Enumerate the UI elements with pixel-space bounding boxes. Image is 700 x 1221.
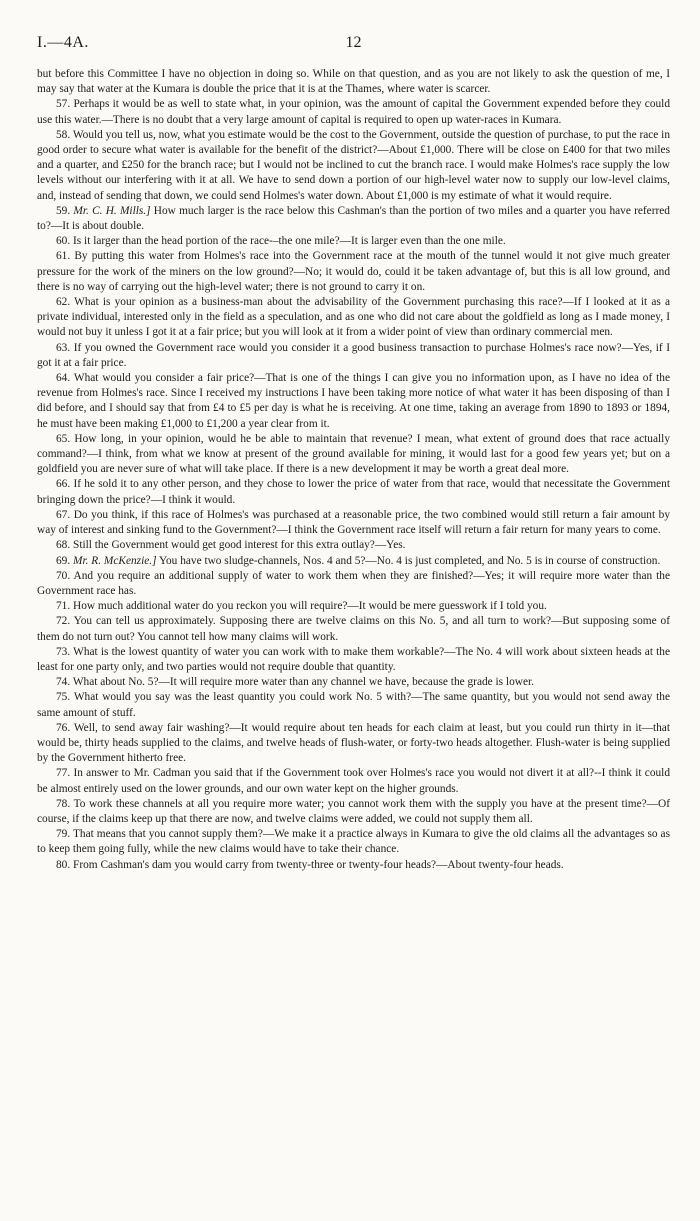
question-answer-text: Perhaps it would be as well to state what, in your opinion, was the amount of capital the Government expended before they could use this water.—There is no doubt that a very large amount of capital is required to open up water-races in Kumara.: [37, 98, 670, 126]
testimony-paragraph: [37, 721, 670, 767]
question-answer-text: You can tell us approximately. Supposing there are twelve claims on this No. 5, and all turn to work?—But supposing some of them do not turn out? You cannot tell how many claims will work.: [37, 615, 670, 643]
testimony-paragraph: [37, 599, 670, 614]
testimony-paragraph: [37, 371, 670, 432]
testimony-paragraph: [37, 234, 670, 249]
testimony-paragraph: [37, 690, 670, 720]
question-number: 69.: [56, 554, 71, 567]
question-answer-text: And you require an additional supply of water to work them when they are finished?—Yes; it will require more water than the Government race has.: [37, 569, 670, 597]
question-answer-text: Would you tell us, now, what you estimate would be the cost to the Government, outside the question of purchase, to put the race in good order to secure what water is available for the benefit of the district?—About £1,000. There will be close on £400 for that two miles and a quarter, and £250 for the branch race; but I would not be inclined to cut the branch race. I would make Holmes's race supply the low levels without our interfering with it at all. We have to send down a portion of our high-level water now to supply our low-level claims, and, instead of sending that down, we could send Holmes's water down. About £1,000 is my estimate of what it would require.: [37, 128, 671, 202]
question-answer-text: To work these channels at all you require more water; you cannot work them with the supply you have at the present time?—Of course, if the claims keep up that there are now, and twelve claims were added, we could not supply them all.: [37, 797, 670, 825]
question-answer-text: If you owned the Government race would you consider it a good business transaction to purchase Holmes's race now?—Yes, if I got it at a fair price.: [37, 341, 670, 369]
question-number: 58.: [56, 128, 71, 141]
question-number: 59.: [56, 204, 71, 217]
question-number: 64.: [56, 372, 71, 385]
question-answer-text: Well, to send away fair washing?—It would require about ten heads for each claim at least, but you could run thirty in it—that would be, thirty heads supplied to the claims, and twelve heads of flush-water, or forty-two heads altogether. Flush-water is being supplied by the Government hitherto free.: [37, 721, 670, 765]
question-answer-text: What is the lowest quantity of water you can work with to make them workable?—The No. 4 will work about sixteen heads at the least for one party only, and two parties would not require double that quantity.: [37, 645, 670, 673]
testimony-paragraph: [37, 295, 670, 341]
testimony-paragraph: [37, 554, 670, 569]
question-number: 66.: [56, 478, 71, 491]
question-number: 78.: [56, 797, 71, 810]
question-number: 73.: [56, 645, 71, 658]
speaker-name: Mr. R. McKenzie.]: [73, 554, 157, 567]
testimony-paragraph: [37, 432, 670, 478]
question-answer-text: What would you consider a fair price?—That is one of the things I can give you no information upon, as I have no idea of the revenue from Holmes's race. Since I received my instructions I have been taking more notice of what water it has been disposing of than I did before, and I should say that from £4 to £5 per day is what he is receiving. At one time, taking an average from 1890 to 1893 or 1894, he must have been making £1,000 to £1,200 a year clear from it.: [37, 372, 670, 430]
question-number: 68.: [56, 539, 71, 552]
question-number: 63.: [56, 341, 71, 354]
question-number: 75.: [56, 691, 71, 704]
testimony-paragraph: [37, 766, 670, 796]
question-answer-text: You have two sludge-channels, Nos. 4 and 5?—No. 4 is just completed, and No. 5 is in course of construction.: [158, 554, 661, 567]
page-number: 12: [345, 34, 362, 51]
question-number: 57.: [56, 98, 71, 111]
question-number: 70.: [56, 569, 71, 582]
testimony-paragraph: [37, 128, 670, 204]
page-header: [37, 30, 670, 54]
question-number: 61.: [56, 250, 71, 263]
question-number: 72.: [56, 615, 71, 628]
question-answer-text: What about No. 5?—It will require more water than any channel we have, because the grade is lower.: [72, 676, 534, 689]
question-answer-text: From Cashman's dam you would carry from twenty-three or twenty-four heads?—About twenty-four heads.: [73, 858, 564, 871]
question-answer-text: Still the Government would get good interest for this extra outlay?—Yes.: [73, 539, 406, 552]
question-number: 71.: [56, 600, 71, 613]
testimony-paragraph: [37, 249, 670, 295]
testimony-paragraph: [37, 204, 670, 234]
testimony-paragraph: [37, 797, 670, 827]
question-answer-text: How much larger is the race below this Cashman's than the portion of two miles and a quarter you have referred to?—It is about double.: [37, 204, 670, 233]
question-answer-text: What is your opinion as a business-man about the advisability of the Government purchasing this race?—If I looked at it as a private individual, interested only in the field as a speculation, and as one who did not care about the goldfield as long as I made money, I would not buy it unless I got it at a fair price; but you will look at it from a wider point of view than ordinary commercial men.: [37, 296, 670, 339]
testimony-paragraph: [37, 569, 670, 599]
question-number: 67.: [56, 508, 71, 521]
question-answer-text: How long, in your opinion, would he be able to maintain that revenue? I mean, what extent of ground does that race actually command?—I think, from what we know at present of the ground available for mining, it would last for a good few years yet; but on a goldfield you are never sure of what will take place. If there is a new development it may be worth a great deal more.: [37, 432, 670, 476]
question-number: 60.: [56, 235, 71, 248]
question-number: 62.: [56, 296, 71, 309]
question-answer-text: In answer to Mr. Cadman you said that if the Government took over Holmes's race you would not divert it at all?--I think it could be almost entirely used on the lower grounds, and our own water kept on the higher grounds.: [37, 767, 670, 795]
question-number: 79.: [56, 828, 71, 841]
question-answer-text: How much additional water do you reckon you will require?—It would be mere guesswork if I told you.: [73, 600, 547, 613]
document-reference: I.—4A.: [37, 34, 89, 51]
question-number: 77.: [56, 767, 71, 780]
testimony-paragraph: [37, 538, 670, 553]
question-number: 76.: [56, 721, 71, 734]
question-answer-text: Is it larger than the head portion of the race-–the one mile?—It is larger even than the one mile.: [73, 235, 506, 248]
testimony-paragraph: [37, 97, 670, 127]
testimony-paragraph: [37, 508, 670, 538]
testimony-paragraph: [37, 858, 670, 873]
question-number: 74.: [56, 676, 71, 689]
continuation-paragraph: but before this Committee I have no objection in doing so. While on that question, and as you are not likely to ask the question of me, I may say that water at the Kumara is double the price that it is at the Thames, where water is scarcer.: [37, 68, 670, 96]
testimony-paragraph: [37, 827, 670, 857]
question-answer-text: That means that you cannot supply them?—We make it a practice always in Kumara to give the old claims all the advantages so as to keep them going fully, while the new claims would have to take their chance.: [37, 828, 670, 856]
question-answer-text: What would you say was the least quantity you could work No. 5 with?—The same quantity, but you would not send away the same amount of stuff.: [37, 691, 670, 719]
testimony-paragraph: [37, 675, 670, 690]
document-body: [37, 67, 670, 873]
question-number: 80.: [56, 858, 71, 871]
speaker-name: Mr. C. H. Mills.]: [73, 204, 151, 217]
question-answer-text: By putting this water from Holmes's race into the Government race at the mouth of the tunnel would it not give much greater pressure for the work of the miners on the low ground?—No; it would do, could it be taken advantage of, but this is all low ground, and there is no way of carrying out the high-level water; there is not ground to carry it on.: [37, 250, 670, 293]
testimony-paragraph: [37, 341, 670, 371]
question-answer-text: If he sold it to any other person, and they chose to lower the price of water from that race, would that necessitate the Government bringing down the price?—I think it would.: [37, 478, 670, 506]
question-answer-text: Do you think, if this race of Holmes's was purchased at a reasonable price, the two combined would still return a fair amount by way of interest and sinking fund to the Government?—I think the Government race itself will return a fair return for many years to come.: [37, 508, 670, 537]
testimony-paragraph: [37, 645, 670, 675]
testimony-paragraph: [37, 477, 670, 507]
testimony-paragraph: [37, 614, 670, 644]
question-number: 65.: [56, 432, 71, 445]
